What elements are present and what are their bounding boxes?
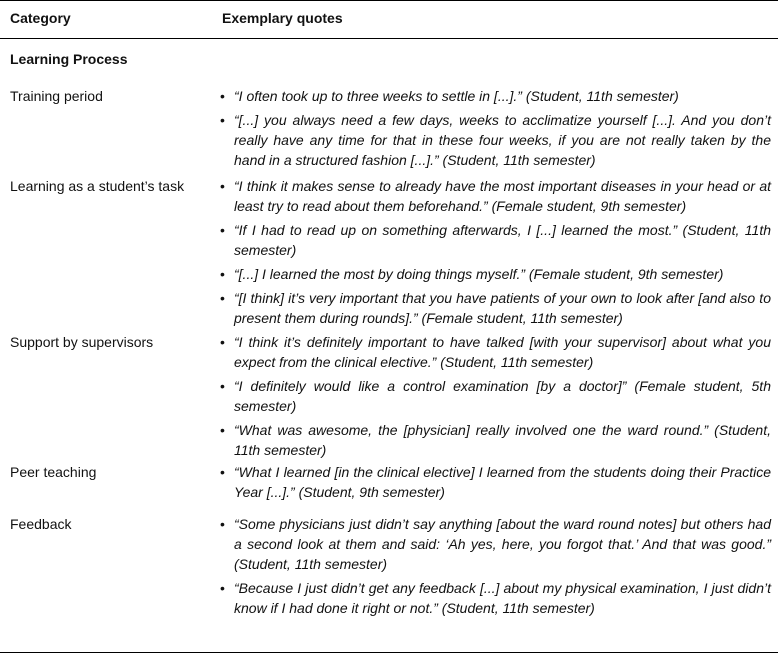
bullet-icon: •	[220, 378, 225, 394]
quote-item: • “I definitely would like a control examination [by a doctor]” (Female student, 5th semester)	[220, 378, 771, 414]
bullet-icon: •	[220, 222, 225, 238]
bullet-icon: •	[220, 516, 225, 532]
bullet-icon: •	[220, 580, 225, 596]
quote-item: • “Some physicians just didn’t say anything [about the ward round notes] but others had a second look at them and said: ‘Ah yes, here, you forgot that.’ And that was good.” (Student, 11th semester)	[220, 516, 771, 572]
bullet-icon: •	[220, 88, 225, 104]
bullet-icon: •	[220, 334, 225, 350]
bullet-icon: •	[220, 178, 225, 194]
category-label: Feedback	[10, 516, 72, 532]
bullet-icon: •	[220, 464, 225, 480]
category-label: Training period	[10, 88, 103, 104]
quote-item: • “What I learned [in the clinical elective] I learned from the students doing their Practice Year [...].” (Student, 9th semester)	[220, 464, 771, 500]
bullet-icon: •	[220, 266, 225, 282]
category-label: Learning as a student’s task	[10, 178, 185, 194]
quote-list	[220, 462, 771, 506]
header-exemplary-quotes: Exemplary quotes	[222, 10, 343, 26]
quote-list	[220, 514, 771, 622]
quote-list	[220, 332, 771, 464]
quote-item: • “What was awesome, the [physician] really involved one the ward round.” (Student, 11th semester)	[220, 422, 771, 458]
bullet-icon: •	[220, 112, 225, 128]
bullet-icon: •	[220, 422, 225, 438]
header-rule	[0, 38, 778, 39]
table-bottom-rule	[0, 652, 778, 653]
category-label: Support by supervisors	[10, 334, 154, 350]
quote-item: • “Because I just didn’t get any feedback [...] about my physical examination, I just didn’t know if I had done it right or not.” (Student, 11th semester)	[220, 580, 771, 616]
quote-item: • “If I had to read up on something afterwards, I [...] learned the most.” (Student, 11th semester)	[220, 222, 771, 258]
bullet-icon: •	[220, 290, 225, 306]
quote-item: • “I think it makes sense to already have the most important diseases in your head or at least try to read about them beforehand.” (Female student, 9th semester)	[220, 178, 771, 214]
quote-item: • “I think it’s definitely important to have talked [with your supervisor] about what you expect from the clinical elective.” (Student, 11th semester)	[220, 334, 771, 370]
category-label: Peer teaching	[10, 464, 97, 480]
quote-list	[220, 86, 771, 174]
quote-item: • “[...] I learned the most by doing things myself.” (Female student, 9th semester)	[220, 266, 724, 282]
section-title: Learning Process	[10, 51, 128, 67]
quote-item: • “I often took up to three weeks to settle in [...].” (Student, 11th semester)	[220, 88, 679, 104]
table-top-rule	[0, 0, 778, 1]
quote-list	[220, 176, 771, 332]
header-category: Category	[10, 10, 71, 26]
quote-item: • “[I think] it’s very important that you have patients of your own to look after [and also to present them during rounds].” (Female student, 11th semester)	[220, 290, 771, 326]
quote-item: • “[...] you always need a few days, weeks to acclimatize yourself [...]. And you don’t really have any time for that in these four weeks, if you are not really taken by the hand in a structured fashion [...].” (Student, 11th semester)	[220, 112, 771, 168]
